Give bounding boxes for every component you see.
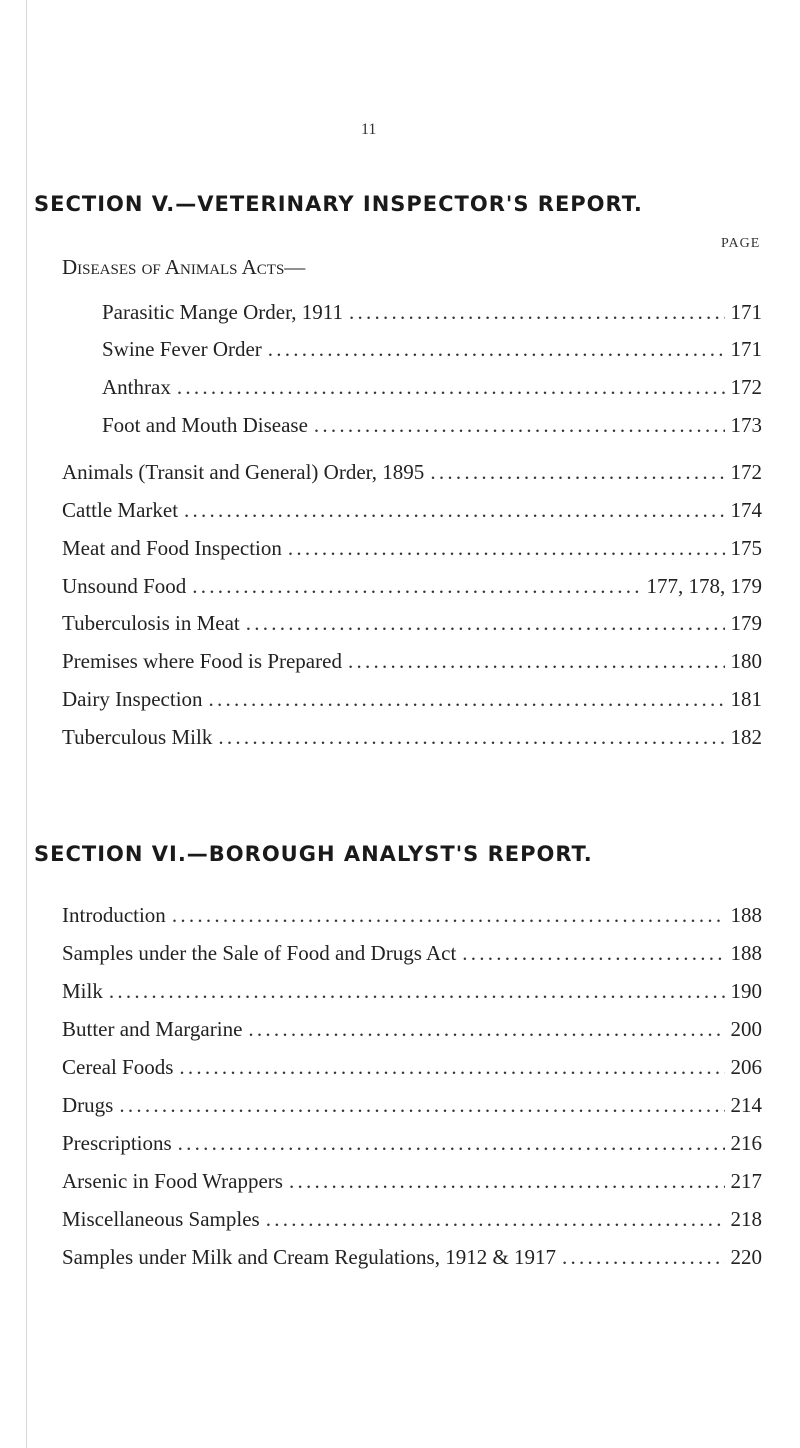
toc-entry-page: 172 [730, 460, 762, 484]
toc-entry-title: Dairy Inspection [62, 687, 203, 711]
toc-entry-page: 175 [730, 536, 762, 560]
toc-entry-title: Drugs [62, 1093, 114, 1117]
toc-entry[interactable] [62, 1091, 762, 1119]
toc-entry[interactable] [102, 411, 762, 439]
toc-entry-page: 180 [730, 649, 762, 673]
dot-leader [246, 609, 725, 637]
dot-leader [348, 647, 725, 675]
dot-leader [288, 534, 725, 562]
toc-entry[interactable] [62, 901, 762, 929]
page-binding-edge [0, 0, 27, 1448]
dot-leader [462, 939, 724, 967]
toc-entry-title: Parasitic Mange Order, 1911 [102, 300, 343, 324]
dot-leader [430, 458, 724, 486]
toc-entry-title: Tuberculosis in Meat [62, 611, 240, 635]
toc-entry-page: 190 [730, 979, 762, 1003]
toc-entry-title: Swine Fever Order [102, 337, 262, 361]
toc-entry-title: Arsenic in Food Wrappers [62, 1169, 283, 1193]
toc-entry[interactable] [62, 685, 762, 713]
page-column-label: PAGE [721, 236, 761, 251]
group-heading-diseases-of-animals: Diseases of Animals Acts— [62, 255, 306, 279]
dot-leader [178, 1129, 725, 1157]
section-heading-borough-analyst: SECTION VI.—BOROUGH ANALYST'S REPORT. [34, 842, 593, 866]
toc-entry-title: Anthrax [102, 375, 171, 399]
toc-entry[interactable] [62, 977, 762, 1005]
toc-entry-page: 188 [730, 903, 762, 927]
dot-leader [209, 685, 725, 713]
toc-entry-title: Tuberculous Milk [62, 725, 213, 749]
toc-entry-page: 206 [730, 1055, 762, 1079]
toc-entry[interactable] [62, 1167, 762, 1195]
dot-leader [248, 1015, 724, 1043]
toc-entry[interactable] [102, 298, 762, 326]
toc-entry[interactable] [62, 1015, 762, 1043]
toc-entry[interactable] [62, 534, 762, 562]
toc-entry-page: 200 [730, 1017, 762, 1041]
toc-entry-title: Unsound Food [62, 574, 187, 598]
toc-entry-title: Cereal Foods [62, 1055, 174, 1079]
toc-entry-title: Introduction [62, 903, 166, 927]
toc-entry-page: 217 [730, 1169, 762, 1193]
toc-entry-page: 171 [730, 300, 762, 324]
toc-entry-page: 173 [730, 413, 762, 437]
dot-leader [266, 1205, 725, 1233]
toc-entry-title: Foot and Mouth Disease [102, 413, 308, 437]
toc-entry-page: 181 [730, 687, 762, 711]
toc-entry-title: Butter and Margarine [62, 1017, 243, 1041]
dot-leader [177, 373, 725, 401]
toc-entry-page: 179 [730, 611, 762, 635]
toc-entry-title: Miscellaneous Samples [62, 1207, 260, 1231]
toc-entry-page: 171 [730, 337, 762, 361]
toc-entry-title: Milk [62, 979, 103, 1003]
page-number: 11 [361, 121, 377, 138]
dot-leader [268, 335, 725, 363]
dot-leader [184, 496, 724, 524]
toc-entry[interactable] [102, 335, 762, 363]
toc-entry-page: 188 [730, 941, 762, 965]
toc-entry[interactable] [62, 458, 762, 486]
toc-entry-page: 216 [730, 1131, 762, 1155]
toc-entry-page: 174 [730, 498, 762, 522]
dot-leader [179, 1053, 724, 1081]
toc-entry[interactable] [62, 1129, 762, 1157]
toc-entry-title: Samples under the Sale of Food and Drugs Act [62, 941, 457, 965]
dot-leader [172, 901, 725, 929]
section-heading-veterinary: SECTION V.—VETERINARY INSPECTOR'S REPORT. [34, 192, 643, 216]
dot-leader [289, 1167, 725, 1195]
toc-entry[interactable] [102, 373, 762, 401]
dot-leader [562, 1243, 724, 1271]
dot-leader [349, 298, 725, 326]
toc-entry-page: 218 [730, 1207, 762, 1231]
toc-entry-page: 172 [730, 375, 762, 399]
dot-leader [218, 723, 724, 751]
toc-entry-title: Prescriptions [62, 1131, 172, 1155]
toc-entry-title: Meat and Food Inspection [62, 536, 282, 560]
toc-entry-title: Animals (Transit and General) Order, 1895 [62, 460, 425, 484]
toc-entry-page: 182 [730, 725, 762, 749]
toc-entry-page: 214 [730, 1093, 762, 1117]
toc-entry[interactable] [62, 1243, 762, 1271]
toc-entry-page: 220 [730, 1245, 762, 1269]
toc-entry[interactable] [62, 572, 762, 600]
toc-entry[interactable] [62, 1053, 762, 1081]
dot-leader [314, 411, 725, 439]
dot-leader [109, 977, 725, 1005]
toc-entry[interactable] [62, 647, 762, 675]
toc-entry[interactable] [62, 1205, 762, 1233]
toc-entry-title: Premises where Food is Prepared [62, 649, 342, 673]
toc-entry[interactable] [62, 939, 762, 967]
dot-leader [192, 572, 640, 600]
toc-entry[interactable] [62, 496, 762, 524]
toc-entry[interactable] [62, 723, 762, 751]
toc-entry-title: Samples under Milk and Cream Regulations, 1912 & 1917 [62, 1245, 557, 1269]
toc-entry-title: Cattle Market [62, 498, 179, 522]
toc-entry[interactable] [62, 609, 762, 637]
dot-leader [119, 1091, 724, 1119]
toc-entry-page: 177, 178, 179 [646, 574, 762, 598]
